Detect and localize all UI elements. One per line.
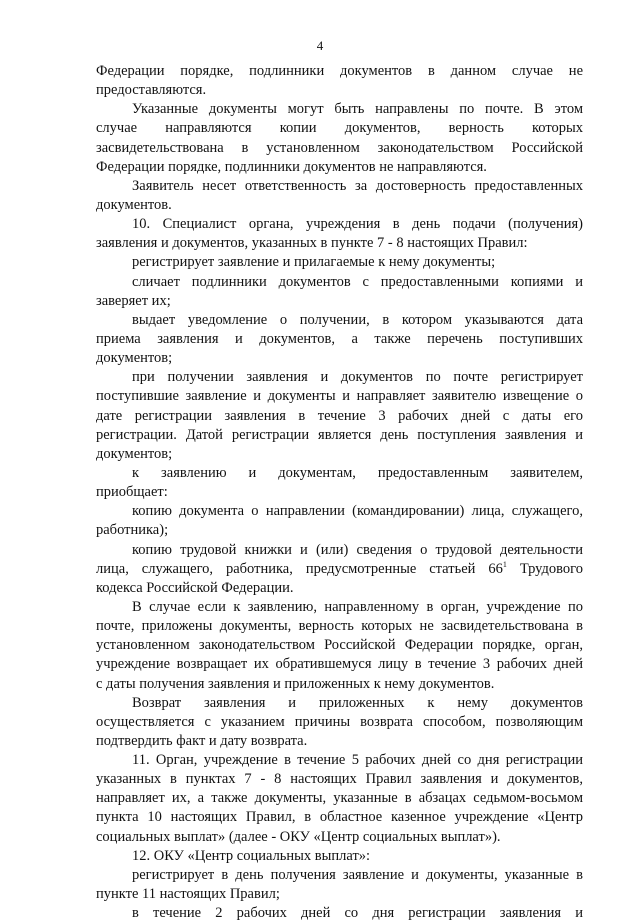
text-line: засвидетельствована в установленном законодательством Российской [96, 139, 583, 156]
text-line: В случае если к заявлению, направленному в орган, учреждение по [132, 598, 583, 615]
text-line: выдает уведомление о получении, в котором указываются дата [132, 311, 583, 328]
text-line: почте, приложены документы, верность которых не засвидетельствована в [96, 618, 583, 635]
text-line: заверяет их; [96, 292, 171, 309]
text-line [96, 560, 583, 579]
superscript: 1 [502, 559, 507, 569]
text-line: поступившие заявление и документы и направляет заявителю извещение о [96, 388, 583, 405]
text-line: направляет их, а также документы, указанные в абзацах седьмом-восьмом [96, 790, 583, 807]
text-line: кодекса Российской Федерации. [96, 579, 294, 596]
text-line: документов; [96, 350, 173, 367]
text-line: копию документа о направлении (командировании) лица, служащего, [132, 503, 583, 520]
text-line: социальных выплат» (далее - ОКУ «Центр социальных выплат»). [96, 828, 501, 845]
text-line: пункта 10 настоящих Правил, в областное казенное учреждение «Центр [96, 809, 583, 826]
text-line: Федерации порядке, подлинники документов в данном случае не [96, 63, 583, 79]
text-line: регистрирует заявление и прилагаемые к нему документы; [132, 254, 496, 271]
text-line: Федерации порядке, подлинники документов не направляются. [96, 158, 487, 175]
text-line: регистрирует в день получения заявление и документы, указанные в [132, 866, 583, 883]
text-line: приобщает: [96, 484, 168, 501]
text-line: к заявлению и документам, предоставленным заявителем, [132, 464, 583, 481]
text-line: Заявитель несет ответственность за достоверность предоставленных [132, 177, 583, 194]
text-line: приема заявления и документов, а также перечень поступивших [96, 330, 583, 347]
text-line: копию трудовой книжки и (или) сведения о трудовой деятельности [132, 541, 583, 558]
text-line: подтвердить факт и дату возврата. [96, 732, 308, 749]
text-line: 12. ОКУ «Центр социальных выплат»: [132, 847, 371, 864]
text-line: предоставляются. [96, 82, 207, 99]
text-fragment: Трудового [506, 560, 583, 577]
text-fragment: лица, служащего, работника, предусмотренные статьей 66 [96, 560, 503, 577]
text-line: 10. Специалист органа, учреждения в день подачи (получения) [132, 216, 583, 233]
text-line: осуществляется с указанием причины возврата способом, позволяющим [96, 713, 583, 730]
text-line: установленном законодательством Российской Федерации порядке, орган, [96, 637, 583, 654]
document-body [96, 62, 583, 923]
text-line: Возврат заявления и приложенных к нему документов [132, 694, 583, 711]
text-line: пункте 11 настоящих Правил; [96, 886, 280, 903]
text-line: документов. [96, 196, 172, 213]
text-line: работника); [96, 522, 169, 539]
text-line: случае направляются копии документов, верность которых [96, 120, 583, 137]
text-line: указанных в пунктах 7 - 8 настоящих Правил заявления и документов, [96, 771, 583, 788]
text-line: 11. Орган, учреждение в течение 5 рабочих дней со дня регистрации [132, 752, 583, 769]
text-line: документов; [96, 445, 173, 462]
text-line: в течение 2 рабочих дней со дня регистрации заявления и [132, 905, 583, 922]
text-line: заявления и документов, указанных в пункте 7 - 8 настоящих Правил: [96, 235, 528, 252]
page-number: 4 [316, 38, 324, 53]
text-line: регистрации. Датой регистрации является день поступления заявления и [96, 426, 583, 443]
text-line: при получении заявления и документов по почте регистрирует [132, 369, 583, 386]
text-line: Указанные документы могут быть направлены по почте. В этом [132, 101, 583, 118]
text-line: дате регистрации заявления в течение 3 рабочих дней с даты его [96, 407, 583, 424]
text-line: с даты получения заявления и приложенных к нему документов. [96, 675, 495, 692]
text-line: учреждение возвращает их обратившемуся лицу в течение 3 рабочих дней [96, 656, 583, 673]
text-line: сличает подлинники документов с предоставленными копиями и [132, 273, 583, 290]
